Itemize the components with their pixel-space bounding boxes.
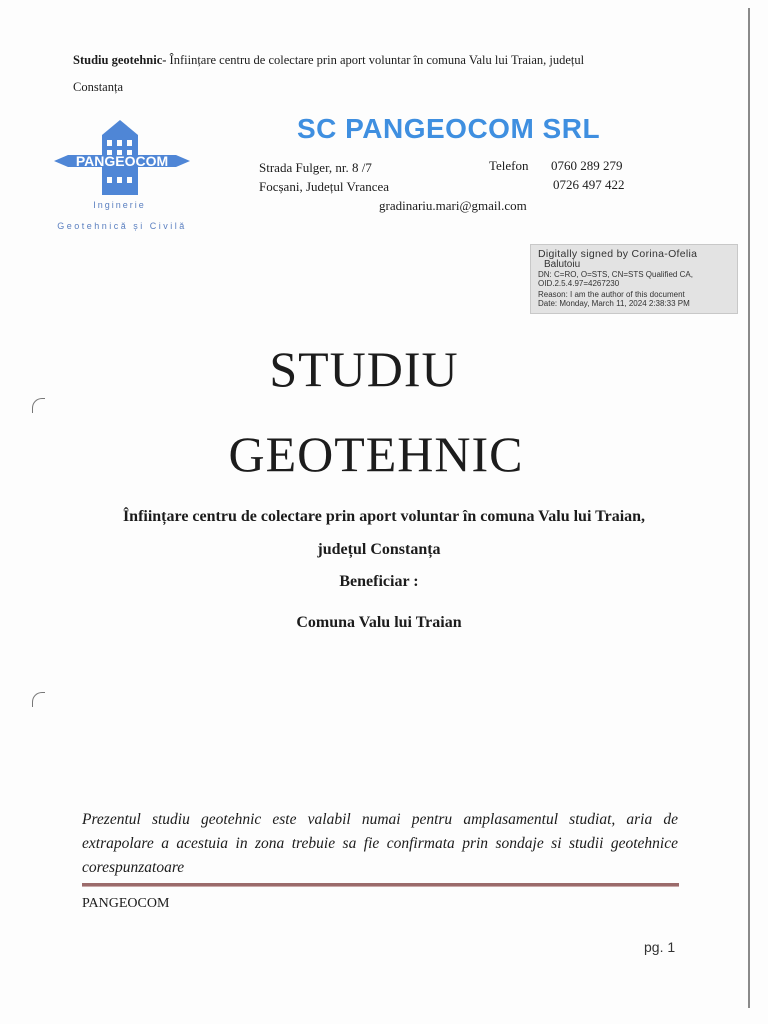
company-email: gradinariu.mari@gmail.com	[379, 198, 527, 213]
phone-2: 0726 497 422	[553, 177, 625, 192]
punch-hole-mark	[32, 398, 45, 413]
company-city: Focșani, Județul Vrancea	[259, 179, 390, 194]
signature-reason: Reason: I am the author of this document	[538, 290, 685, 299]
logo-tagline-1: Inginerie	[93, 200, 146, 210]
footer-company: PANGEOCOM	[82, 896, 170, 911]
logo-tagline-2: Geotehnică și Civilă	[57, 221, 187, 231]
header-title-rest: Înființare centru de colectare prin aport voluntar în comuna Valu lui Traian, județul	[166, 53, 585, 67]
digital-signature-box	[530, 244, 738, 314]
document-title-line1: STUDIU	[269, 341, 459, 397]
signature-oid: OID.2.5.4.97=4267230	[538, 279, 620, 288]
logo-building-icon	[32, 115, 212, 205]
logo-name: PANGEOCOM	[75, 153, 169, 169]
validity-note: Prezentul studiu geotehnic este valabil numai pentru amplasamentul studiat, aria de extrapolare a acestuia in zona trebuie sa fie confirmata prin sondaje si studii geotehnice corespunzatoare	[82, 811, 678, 876]
phone-1: 0760 289 279	[551, 158, 623, 173]
company-name: SC PANGEOCOM SRL	[297, 113, 601, 144]
signature-signer: Digitally signed by Corina-Ofelia	[538, 248, 698, 260]
project-name: Înființare centru de colectare prin aport voluntar în comuna Valu lui Traian,	[122, 508, 646, 525]
footer-divider	[82, 883, 679, 887]
page-number: pg. 1	[644, 939, 676, 955]
company-street: Strada Fulger, nr. 8 /7	[259, 160, 372, 175]
punch-hole-mark	[32, 692, 45, 707]
phone-label: Telefon	[489, 158, 529, 173]
header-title-line2: Constanța	[73, 80, 123, 94]
page-header	[73, 50, 693, 70]
header-title-bold: Studiu geotehnic-	[73, 53, 167, 67]
signature-date: Date: Monday, March 11, 2024 2:38:33 PM	[538, 299, 690, 308]
signature-signer-surname: Balutoiu	[544, 259, 581, 270]
document-title-line2: GEOTEHNIC	[228, 426, 524, 482]
signature-dn: DN: C=RO, O=STS, CN=STS Qualified CA,	[538, 270, 693, 279]
project-location: județul Constanța	[317, 541, 441, 558]
beneficiary-label: Beneficiar :	[339, 573, 419, 590]
beneficiary-name: Comuna Valu lui Traian	[296, 614, 462, 631]
